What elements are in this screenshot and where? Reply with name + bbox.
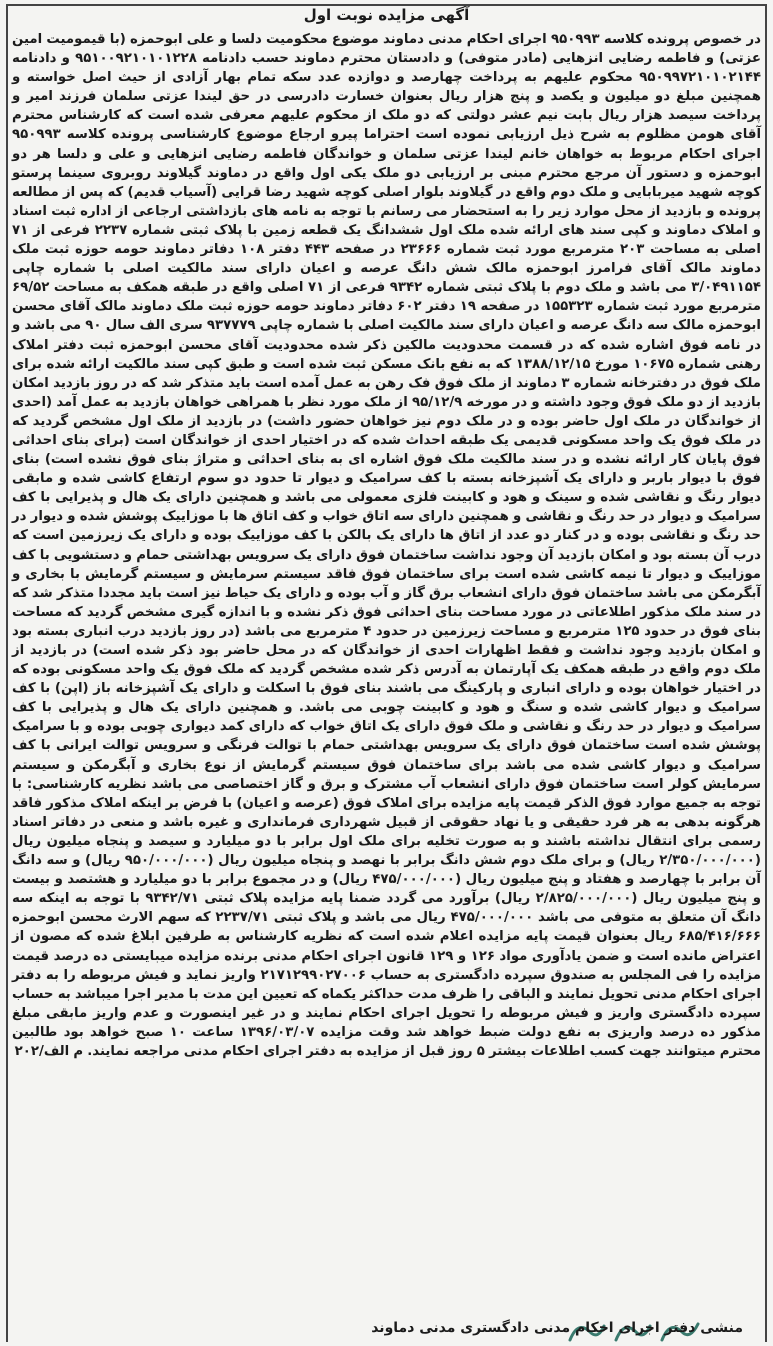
notice-title: آگهی مزایده نوبت اول [303,6,470,24]
notice-body: در خصوص پرونده کلاسه ۹۵۰۹۹۳ اجرای احکام مدنی دماوند موضوع محکومیت دلسا و علی ابوحمزه (با قیمومیت امین عزتی) و فاطمه رضایی انزهایی (مادر متوفی) و دادستان محترم دماوند حسب دادنامه ۹۵۱۰۰۹۲۱۰۱۰۱۲۲۸ و دادنامه ۹۵۰۹۹۷۲۱۰۱۰۲۱۴۴ محکوم علیهم به پرداخت چهارصد و دوازده عدد سکه تمام بهار آزادی از حیث اصل خواسته و همچنین مبلغ دو میلیون و یکصد و پنج هزار ریال بعنوان خسارت دادرسی در حق لیندا عزتی سلمان فرزند امیر و پرداخت سیصد هزار ریال بابت نیم عشر دولتی که دو ملک از محکوم علیهم معرفی شده است که کارشناس محترم آقای هومن مظلوم به شرح ذیل ارزیابی نموده است احتراما پیرو ارجاع موضوع کارشناسی پرونده کلاسه ۹۵۰۹۹۳ اجرای احکام مربوط به خواهان خانم لیندا عزتی سلمان و خواندگان فاطمه رضایی انزهایی و علی و دلسا هر دو ابوحمزه و دستور آن مرجع محترم مبنی بر ارزیابی دو ملک یکی اول واقع در دماوند گیلاوند روبروی سینما پرستو کوچه شهید میربابایی و ملک دوم واقع در گیلاوند بلوار اصلی کوچه شهید رضا قرایی (آسیاب قدیم) که پس از مطالعه پرونده و بازدید از محل موارد زیر را به استحضار می رسانم با توجه به نامه های بازداشتی ارجاعی از اداره ثبت اسناد و املاک دماوند و کپی سند های ارائه شده ملک اول ششدانگ یک قطعه زمین با پلاک ثبتی شماره ۲۲۳۷ فرعی از ۷۱ اصلی به مساحت ۲۰۳ مترمربع مورد ثبت شماره ۲۳۶۶۶ در صفحه ۴۴۳ دفتر ۱۰۸ دفاتر دماوند حومه حوزه ثبت ملک دماوند مالک آقای فرامرز ابوحمزه مالک شش دانگ عرصه و اعیان دارای سند مالکیت اصلی با شماره چاپی ۳/۰۴۹۱۱۵۴ می باشد و ملک دوم با پلاک ثبتی شماره ۹۳۴۲ فرعی از ۷۱ اصلی واقع در طبقه همکف به مساحت ۶۹/۵۲ مترمربع مورد ثبت شماره ۱۵۵۳۲۳ در صفحه ۱۹ دفتر ۶۰۲ دفاتر دماوند حومه حوزه ثبت ملک دماوند مالک آقای محسن ابوحمزه مالک سه دانگ عرصه و اعیان دارای سند مالکیت اصلی با شماره چاپی ۹۳۷۷۷۹ سری الف سال ۹۰ می باشد و در نامه فوق اشاره شده که در قسمت محدودیت مالکین ذکر شده محدودیت آقای محسن ابوحمزه ثبت دفتر املاک رهنی شماره ۱۰۶۷۵ مورخ ۱۳۸۸/۱۲/۱۵ که به نفع بانک مسکن ثبت شده است و طبق کپی سند مالکیت ارائه شده برای ملک فوق در دفترخانه شماره ۳ دماوند از ملک فوق فک رهن به عمل آمده است باید متذکر شد که در روز بازدید امکان بازدید از دو ملک فوق وجود داشته و در مورخه ۹۵/۱۲/۹ از ملک مورد نظر با همراهی خواهان بازدید به عمل آمد (احدی از خواندگان در ملک اول حاضر بوده و در ملک دوم نیز خواهان حضور داشت) در بازدید از ملک اول مشخص گردید که در ملک فوق یک واحد مسکونی قدیمی یک طبقه احداث شده که در اختیار احدی از خواندگان است (برای بنای احداثی فوق پایان کار ارائه نشده و در سند مالکیت ملک فوق اشاره ای به بنای احداثی و متراژ بنای فوق نشده است) بنای فوق با دیوار باربر و دارای یک آشپزخانه بسته با کف سرامیک و دیوار تا حدود دو سوم ارتفاع کاشی شده و مابقی دیوار رنگ و نقاشی شده و سینک و هود و کابینت فلزی معمولی می باشد و همچنین دارای یک هال و پذیرایی با کف سرامیک و دیوار در حد رنگ و نقاشی و همچنین دارای سه اتاق خواب و کف اتاق ها با موزاییک پوشش شده و دیوار در حد رنگ و نقاشی بوده و در کنار دو عدد از اتاق ها دارای یک بالکن با کف موزاییک بوده و دارای یک زیرزمین است که درب آن بسته بود و امکان بازدید آن وجود نداشت ساختمان فوق دارای یک سرویس بهداشتی حمام و دستشویی با کف موزاییک و دیوار تا نیمه کاشی شده است برای ساختمان فوق فاقد سیستم سرمایش و سیستم گرمایش با بخاری و آبگرمکن می باشد ساختمان فوق دارای انشعاب برق گاز و آب بوده و دارای یک حیاط نیز است باید مجددا متذکر شد که در سند ملک مذکور اطلاعاتی در مورد مساحت بنای احداثی فوق ذکر نشده و با اندازه گیری مشخص گردید که مساحت بنای فوق در حدود ۱۲۵ مترمربع و مساحت زیرزمین در حدود ۴ مترمربع می باشد (در روز بازدید درب انباری بسته بود و امکان بازدید وجود نداشت و فقط اظهارات احدی از خواندگان که در محل حاضر بود ذکر شده است) در بازدید از ملک دوم واقع در طبقه همکف یک آپارتمان به آدرس ذکر شده مشخص گردید که ملک فوق یک واحد مسکونی بوده که در اختیار خواهان بوده و دارای انباری و پارکینگ می باشند بنای فوق با اسکلت و دارای یک آشپزخانه باز (اپن) با کف سرامیک و دیوار کاشی شده و سنگ و هود و کابینت چوبی می باشد. و همچنین دارای یک هال و پذیرایی با کف سرامیک و دیوار در حد رنگ و نقاشی و ملک فوق دارای یک اتاق خواب که دارای کمد دیواری چوبی بوده و با سرامیک پوشش شده است ساختمان فوق دارای یک سرویس بهداشتی حمام با توالت فرنگی و سرویس توالت ایرانی با کف سرامیک و دیوار کاشی شده می باشد برای ساختمان فوق سیستم گرمایش از نوع بخاری و آبگرمکن و سیستم سرمایش کولر است ساختمان فوق دارای انشعاب آب مشترک و برق و گاز اختصاصی می باشد نظریه کارشناسی: با توجه به جمیع موارد فوق الذکر قیمت پایه مزایده برای املاک فوق (عرصه و اعیان) با فرض بر اینکه املاک مذکور فاقد هرگونه بدهی به هر فرد حقیقی و یا نهاد حقوقی از قبیل شهرداری فرمانداری و غیره باشد و منعی در دفاتر اسناد رسمی برای انتقال نداشته باشند و به صورت تخلیه برای ملک اول برابر با دو میلیارد و سیصد و پنجاه میلیون ریال (۲/۳۵۰/۰۰۰/۰۰۰ ریال) و برای ملک دوم شش دانگ برابر با نهصد و پنجاه میلیون ریال (۹۵۰/۰۰۰/۰۰۰ ریال) و سه دانگ آن برابر با چهارصد و هفتاد و پنج میلیون ریال (۴۷۵/۰۰۰/۰۰۰ ریال) و در مجموع برابر با دو میلیارد و هشتصد و بیست و پنج میلیون ریال (۲/۸۲۵/۰۰۰/۰۰۰ ریال) برآورد می گردد ضمنا پایه مزایده پلاک ثبتی ۹۳۴۲/۷۱ با توجه به اینکه سه دانگ آن متعلق به متوفی می باشد ۴۷۵/۰۰۰/۰۰۰ ریال می باشد و پلاک ثبتی ۲۲۳۷/۷۱ که سهم الارث محسن ابوحمزه ۶۸۵/۴۱۶/۶۶۶ ریال بعنوان قیمت پایه مزایده اعلام شده است که نظریه کارشناس به طرفین ابلاغ شده که مصون از اعتراض مانده است و ضمن یادآوری مواد ۱۲۶ و ۱۲۹ قانون اجرای احکام مدنی برنده مزایده میبایستی ده درصد قیمت مزایده را فی المجلس به صندوق سپرده دادگستری به حساب ۲۱۷۱۲۹۹۰۲۷۰۰۶ واریز نماید و فیش مربوطه را به دفتر اجرای احکام مدنی تحویل نمایند و الباقی را ظرف مدت حداکثر یکماه که تعیین این مدت با مدیر اجرا میباشد به حساب سپرده دادگستری واریز و فیش مربوطه را تحویل اجرای احکام نمایند و در غیر اینصورت و عدم واریز مابقی مبلغ مذکور ده درصد واریزی به نفع دولت ضبط خواهد شد وقت مزایده ۱۳۹۶/۰۳/۰۷ ساعت ۱۰ صبح خواهد بود طالبین محترم میتوانند جهت کسب اطلاعات بیشتر ۵ روز قبل از مزایده به دفتر اجرای احکام مدنی مراجعه نمایند. م الف/۲۰۲ [12,32,762,1059]
signature-line: منشی دفتر اجرای احکام مدنی دادگستری مدنی دماوند [371,1320,743,1336]
